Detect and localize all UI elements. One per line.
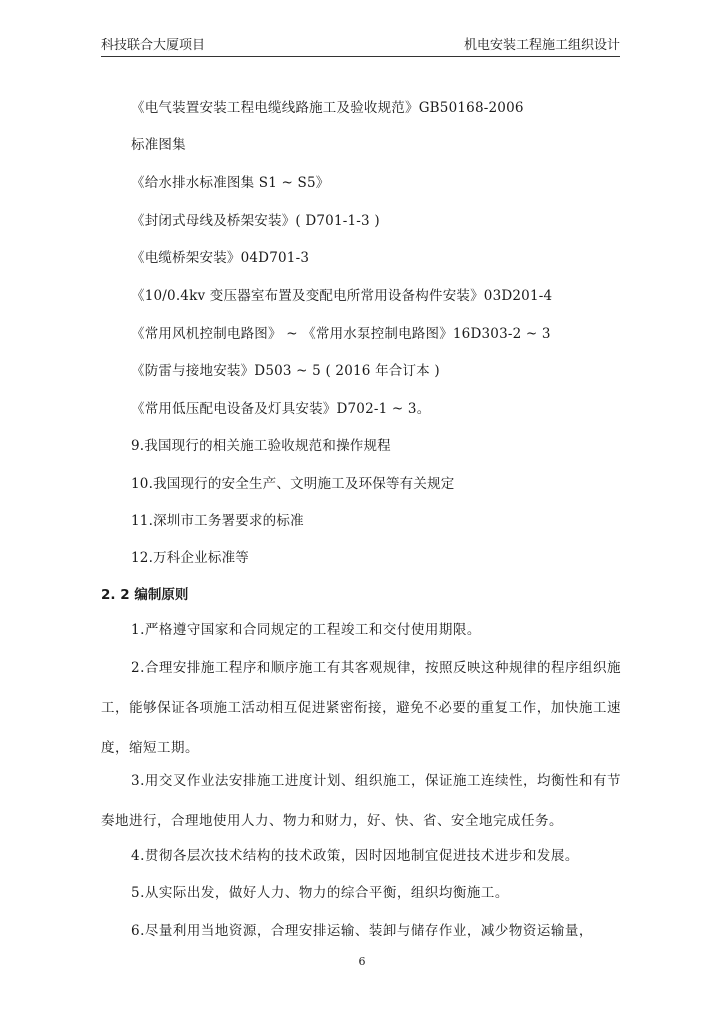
list-item: 《10/0.4kv 变压器室布置及变配电所常用设备构件安装》03D201-4 (131, 288, 553, 304)
list-item: 《防雷与接地安装》D503 ~ 5 ( 2016 年合订本 ) (131, 363, 440, 379)
header-project-name: 科技联合大厦项目 (101, 38, 206, 53)
principle-paragraph: 6.尽量利用当地资源，合理安排运输、装卸与储存作业，减少物资运输量， (131, 923, 593, 939)
header-document-title: 机电安装工程施工组织设计 (463, 38, 620, 53)
page-header (101, 34, 620, 57)
list-item: 《封闭式母线及桥架安装》( D701-1-3 ) (131, 213, 380, 229)
list-item: 9.我国现行的相关施工验收规范和操作规程 (131, 438, 391, 454)
list-item: 11.深圳市工务署要求的标准 (131, 513, 304, 529)
list-item: 《常用风机控制电路图》 ~ 《常用水泵控制电路图》16D303-2 ~ 3 (131, 326, 551, 342)
list-item: 《常用低压配电设备及灯具安装》D702-1 ~ 3。 (131, 401, 431, 417)
list-item: 《电缆桥架安装》04D701-3 (131, 250, 310, 266)
list-item: 标准图集 (131, 137, 186, 153)
principle-paragraph: 4.贯彻各层次技术结构的技术政策，因时因地制宜促进技术进步和发展。 (131, 848, 579, 864)
principle-paragraph: 1.严格遵守国家和合同规定的工程竣工和交付使用期限。 (131, 622, 481, 638)
principle-paragraph: 2.合理安排施工程序和顺序施工有其客观规律，按照反映这种规律的程序组织施工，能够保证各项施工活动相互促进紧密衔接，避免不必要的重复工作，加快施工速度，缩短工期。 (101, 660, 621, 756)
page-number: 6 (358, 955, 366, 968)
principle-paragraph: 3.用交叉作业法安排施工进度计划、组织施工，保证施工连续性，均衡性和有节奏地进行，合理地使用人力、物力和财力，好、快、省、安全地完成任务。 (101, 773, 621, 829)
list-item: 12.万科企业标准等 (131, 550, 249, 566)
list-item: 《电气装置安装工程电缆线路施工及验收规范》GB50168-2006 (131, 100, 524, 116)
list-item: 10.我国现行的安全生产、文明施工及环保等有关规定 (131, 476, 455, 492)
section-heading: 2. 2 编制原则 (101, 587, 189, 603)
list-item: 《给水排水标准图集 S1 ~ S5》 (131, 175, 330, 191)
principle-paragraph: 5.从实际出发，做好人力、物力的综合平衡，组织均衡施工。 (131, 885, 509, 901)
